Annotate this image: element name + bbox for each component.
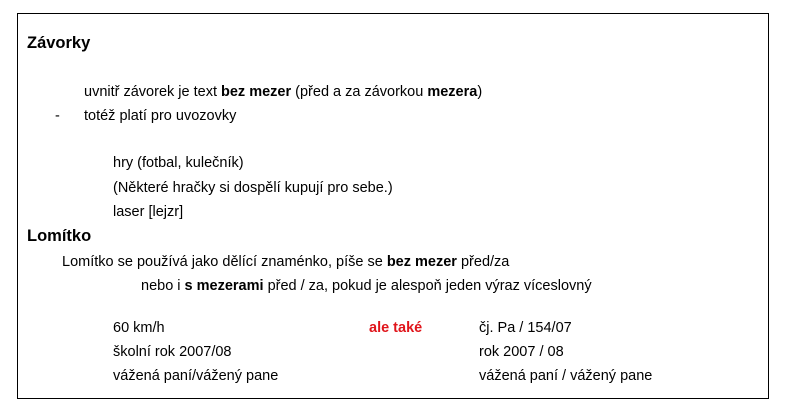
lomitko-example-right: rok 2007 / 08 [479,344,564,360]
lomitko-example-right: vážená paní / vážený pane [479,368,653,384]
zavorky-example: (Některé hračky si dospělí kupují pro sebe.) [113,180,393,196]
lomitko-rule-part: před/za [456,254,510,270]
heading-lomitko: Lomítko [27,227,92,245]
zavorky-example: laser [lejzr] [113,204,184,220]
heading-zavorky: Závorky [27,34,91,52]
zavorky-rule-bold-mezera: mezera [427,84,478,100]
lomitko-rule-part: před / za, pokud je alespoň jeden výraz víceslovný [263,278,592,294]
zavorky-rule-text [84,83,482,101]
ale-take-label: ale také [369,320,423,336]
lomitko-rule-part: nebo i [141,278,185,294]
lomitko-example-right: čj. Pa / 154/07 [479,320,572,336]
zavorky-rule-part: ) [477,84,483,100]
lomitko-rule-text [62,253,509,271]
zavorky-rule-part: (před a za závorkou [291,84,428,100]
lomitko-rule-bold-s-mezerami: s mezerami [184,278,264,294]
lomitko-example-left: 60 km/h [113,320,165,336]
lomitko-example-left: školní rok 2007/08 [113,344,232,360]
lomitko-rule-text-2 [141,277,592,295]
zavorky-rule-part: uvnitř závorek je text [84,84,221,100]
lomitko-example-left: vážená paní/vážený pane [113,368,279,384]
list-bullet-dash: - [55,108,60,124]
zavorky-rule-bold-bez-mezer: bez mezer [221,84,292,100]
lomitko-rule-bold-bez-mezer: bez mezer [386,254,457,270]
lomitko-rule-part: Lomítko se používá jako dělící znaménko, píše se [62,254,387,270]
zavorky-example: hry (fotbal, kulečník) [113,155,244,171]
zavorky-quotes-note: totéž platí pro uvozovky [84,108,237,124]
